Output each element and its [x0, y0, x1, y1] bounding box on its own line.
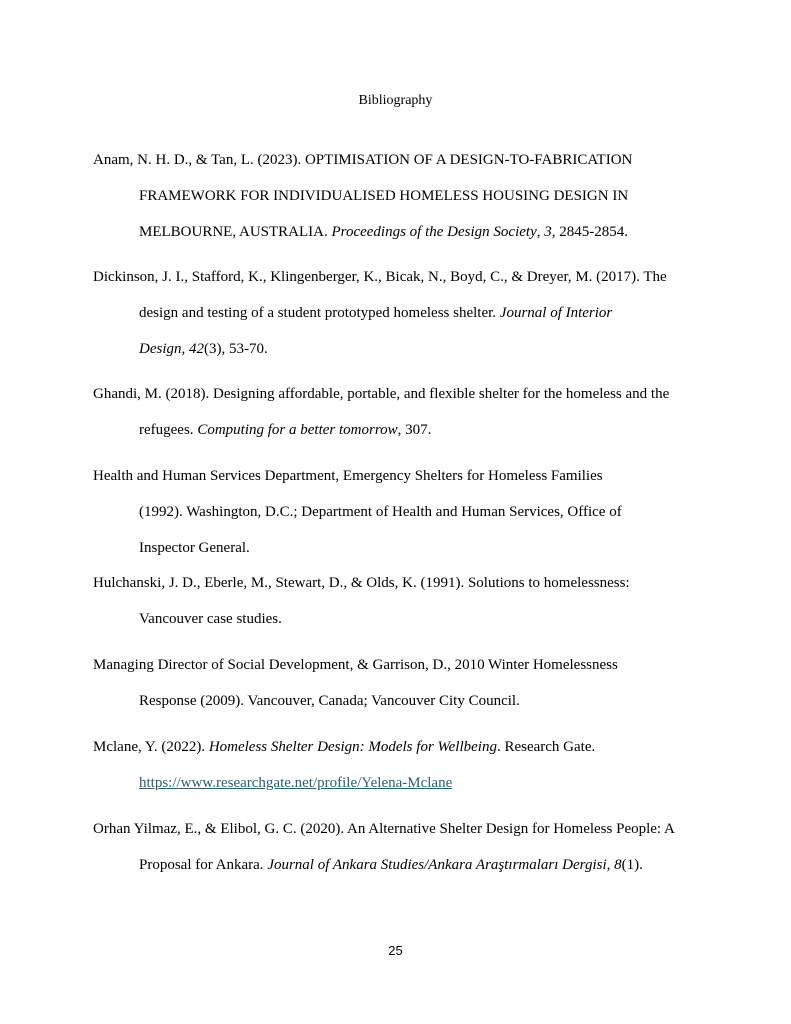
bibliography-entry-hhs: [93, 458, 708, 566]
entry-text: design and testing of a student prototyped homeless shelter.: [139, 305, 500, 321]
entry-text: Proposal for Ankara.: [139, 857, 268, 873]
entry-line: Hulchanski, J. D., Eberle, M., Stewart, D., & Olds, K. (1991). Solutions to homelessness:: [93, 575, 630, 591]
book-title: Homeless Shelter Design: Models for Wellbeing: [208, 739, 497, 755]
entry-line: FRAMEWORK FOR INDIVIDUALISED HOMELESS HOUSING DESIGN IN: [139, 188, 629, 204]
entry-text: . Research Gate.: [496, 739, 596, 755]
entry-text: , 2845-2854.: [551, 224, 628, 240]
volume: 8: [614, 857, 622, 873]
entry-line: Inspector General.: [139, 540, 250, 556]
bibliography-entry-managing-director: [93, 647, 708, 719]
entry-text: ,: [181, 341, 189, 357]
entry-line: [93, 847, 708, 883]
entry-line: Vancouver case studies.: [139, 611, 282, 627]
journal-title: Journal of Interior: [499, 305, 613, 321]
entry-text: refugees.: [139, 422, 198, 438]
bibliography-entry-ghandi: [93, 376, 708, 448]
entry-line: Response (2009). Vancouver, Canada; Vancouver City Council.: [139, 693, 520, 709]
entry-line: Managing Director of Social Development, & Garrison, D., 2010 Winter Homelessness: [93, 657, 618, 673]
journal-title: Proceedings of the Design Society: [331, 224, 537, 240]
page-number: 25: [388, 943, 403, 958]
entry-text: ,: [536, 224, 545, 240]
entry-line: [93, 729, 708, 765]
entry-line: Anam, N. H. D., & Tan, L. (2023). OPTIMISATION OF A DESIGN-TO-FABRICATION: [93, 152, 633, 168]
entry-line: [93, 765, 708, 801]
entry-line: [93, 412, 708, 448]
journal-title: Journal of Ankara Studies/Ankara Araştırmaları Dergisi: [267, 857, 607, 873]
entry-text: (1).: [621, 857, 643, 873]
entry-text: , 307.: [397, 422, 432, 438]
entry-line: Ghandi, M. (2018). Designing affordable, portable, and flexible shelter for the homeless and the: [93, 386, 670, 402]
bibliography-entry-orhan-yilmaz: [93, 811, 708, 883]
entry-text: Mclane, Y. (2022).: [93, 739, 209, 755]
volume: 3: [544, 224, 552, 240]
entry-line: Health and Human Services Department, Emergency Shelters for Homeless Families: [93, 468, 603, 484]
bibliography-entry-mclane: [93, 729, 708, 801]
journal-title: Design: [139, 341, 182, 357]
bibliography-entry-hulchanski: [93, 565, 708, 637]
entry-text: MELBOURNE, AUSTRALIA.: [139, 224, 332, 240]
entry-line: [93, 214, 708, 250]
entry-line: (1992). Washington, D.C.; Department of Health and Human Services, Office of: [139, 504, 622, 520]
entry-line: [93, 331, 708, 367]
bibliography-entry-dickinson: [93, 259, 708, 367]
entry-line: Dickinson, J. I., Stafford, K., Klingenberger, K., Bicak, N., Boyd, C., & Dreyer, M. (2017). The: [93, 269, 667, 285]
entry-line: [93, 295, 708, 331]
bibliography-entry-anam: [93, 142, 708, 250]
volume: 42: [189, 341, 204, 357]
entry-text: ,: [606, 857, 615, 873]
entry-line: Orhan Yilmaz, E., & Elibol, G. C. (2020). An Alternative Shelter Design for Homeless People: A: [93, 821, 675, 837]
researchgate-link[interactable]: https://www.researchgate.net/profile/Yelena-Mclane: [139, 775, 453, 791]
journal-title: Computing for a better tomorrow: [197, 422, 398, 438]
page-title: Bibliography: [358, 93, 433, 108]
entry-text: (3), 53-70.: [204, 341, 268, 357]
